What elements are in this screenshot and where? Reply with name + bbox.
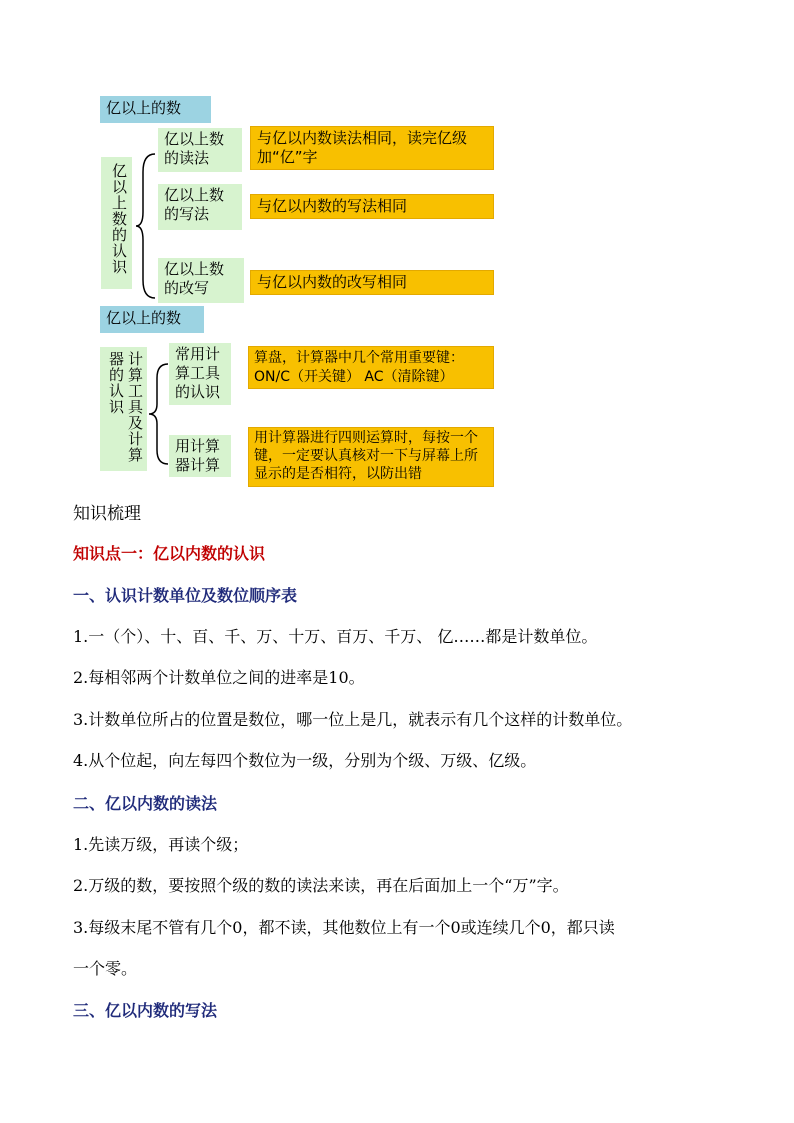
heading-1: 一、认识计数单位及数位顺序表: [73, 586, 298, 605]
paragraph-2: 2.每相邻两个计数单位之间的进率是10。: [73, 668, 365, 687]
diagram-header-2: 亿以上的数: [100, 306, 204, 333]
section-title: 知识梳理: [73, 504, 141, 524]
group1-item-desc-rewrite: 与亿以内数的改写相同: [250, 270, 494, 295]
group2-brace: [148, 362, 170, 466]
group1-item-label-read: 亿以上数的读法: [158, 128, 242, 172]
paragraph-4: 4.从个位起，向左每四个数位为一级，分别为个级、万级、亿级。: [73, 751, 537, 770]
group1-item-desc-write: 与亿以内数的写法相同: [250, 194, 494, 219]
group2-item-desc-calc: 用计算器进行四则运算时，每按一个键，一定要认真核对一下与屏幕上所显示的是否相符，以防出错: [248, 427, 494, 487]
paragraph-7-line-1: 3.每级末尾不管有几个0，都不读，其他数位上有一个0或连续几个0，都只读: [73, 918, 615, 937]
paragraph-1: 1.一（个）、十、百、千、万、十万、百万、千万、 亿……都是计数单位。: [73, 627, 598, 646]
heading-3: 三、亿以内数的写法: [73, 1001, 218, 1020]
paragraph-7-line-2: 一个零。: [73, 959, 138, 978]
group1-brace: [135, 152, 157, 300]
diagram-header-1: 亿以上的数: [100, 96, 211, 123]
paragraph-6: 2.万级的数，要按照个级的数的读法来读，再在后面加上一个“万”字。: [73, 876, 569, 895]
point1-title: 知识点一：亿以内数的认识: [73, 544, 266, 563]
group1-label: 亿以上数的认识: [101, 157, 132, 289]
paragraph-3: 3.计数单位所占的位置是数位，哪一位上是几，就表示有几个这样的计数单位。: [73, 710, 633, 729]
group2-item-label-tools: 常用计算工具的认识: [169, 343, 231, 405]
group1-item-label-write: 亿以上数的写法: [158, 184, 242, 230]
group2-label: 计算工具及计算器的认识: [100, 347, 147, 471]
paragraph-5: 1.先读万级，再读个级；: [73, 835, 249, 854]
group1-item-label-rewrite: 亿以上数的改写: [158, 258, 244, 303]
heading-2: 二、亿以内数的读法: [73, 794, 218, 813]
group2-item-desc-tools: 算盘，计算器中几个常用重要键：ON/C（开关键） AC（清除键）: [248, 346, 494, 389]
group2-item-label-calc: 用计算器计算: [169, 435, 231, 477]
group1-item-desc-read: 与亿以内数读法相同，读完亿级加“亿”字: [250, 126, 494, 170]
